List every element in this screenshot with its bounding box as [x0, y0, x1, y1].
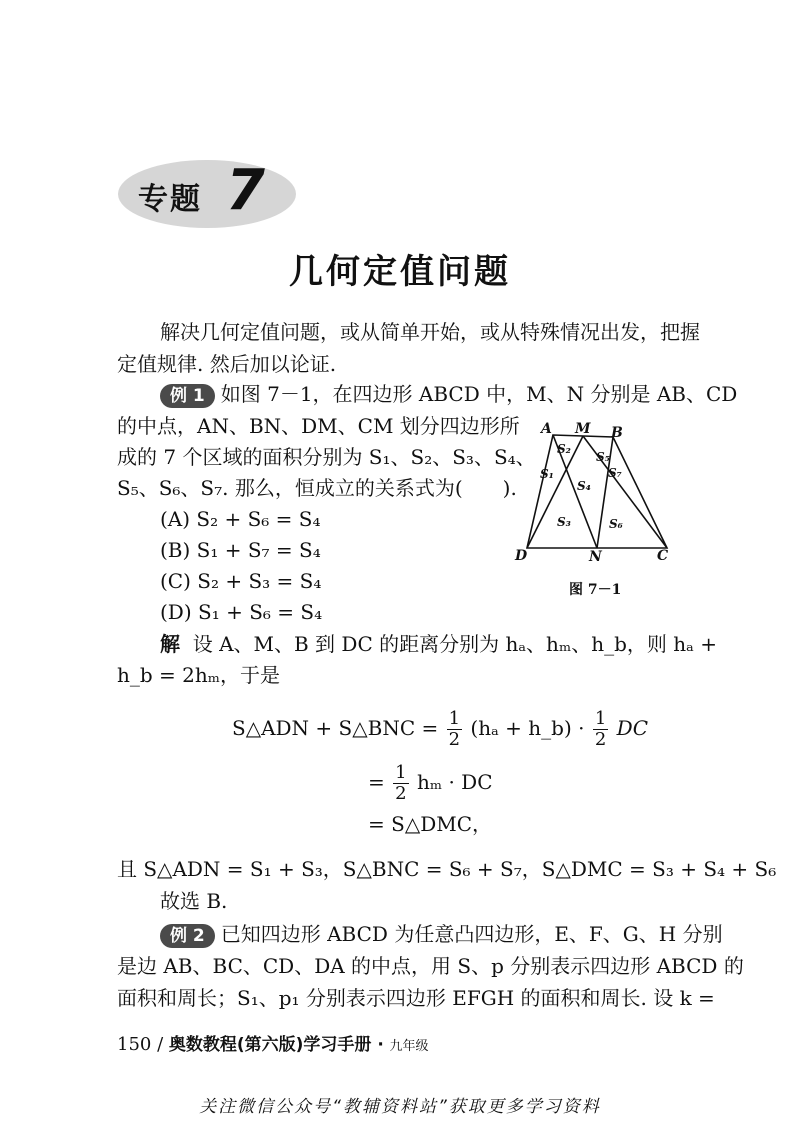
example1-line-1: 如图 7－1，在四边形 ABCD 中，M、N 分别是 AB、CD [220, 382, 738, 406]
solution-conclusion: 且 S△ADN = S₁ + S₃，S△BNC = S₆ + S₇，S△DMC = S₃ + S₄ + S₆ [117, 857, 777, 881]
equation-row-3: = S△DMC， [368, 812, 493, 836]
equation-row-2 [368, 763, 493, 804]
solution-answer: 故选 B. [160, 889, 228, 913]
example2-line-1: 已知四边形 ABCD 为任意凸四边形，E、F、G、H 分别 [220, 922, 723, 946]
fraction-half-3: $\frac{1}{2}$ [395, 762, 407, 804]
example1-line-2: 的中点，AN、BN、DM、CM 划分四边形所 [117, 414, 520, 438]
region-s3: S₃ [557, 515, 571, 529]
figure-caption: 图 7－1 [569, 582, 622, 598]
example2-line-2: 是边 AB、BC、CD、DA 的中点，用 S、p 分别表示四边形 ABCD 的 [117, 954, 744, 978]
book-title: 奥数教程(第六版)学习手册 · [168, 1035, 384, 1055]
example2-badge: 例 2 [160, 924, 215, 948]
eq1-lhs: S△ADN + S△BNC = [232, 716, 439, 740]
region-s1: S₁ [540, 467, 554, 481]
region-s4: S₄ [577, 479, 591, 493]
solution-label: 解 [160, 632, 180, 656]
example1-line-4: S₅、S₆、S₇. 那么，恒成立的关系式为( ). [117, 476, 517, 500]
option-c: (C) S₂ + S₃ = S₄ [160, 569, 322, 593]
option-a: (A) S₂ + S₆ = S₄ [160, 507, 321, 531]
vertex-m: M [575, 421, 591, 437]
intro-line-2: 定值规律. 然后加以论证. [117, 352, 337, 376]
solution-line-2: h_b = 2hₘ，于是 [117, 663, 281, 687]
eq1-rhs-a: (hₐ + h_b) · [470, 716, 585, 740]
page-number: 150 / [117, 1034, 164, 1055]
fraction-half-2: $\frac{1}{2}$ [594, 708, 607, 750]
grade-label: 九年级 [389, 1039, 429, 1054]
solution-first-line [160, 628, 717, 660]
page-footer [117, 1030, 429, 1055]
eq2-equals: = [368, 770, 385, 794]
vertex-n: N [589, 549, 602, 565]
region-s2: S₂ [557, 442, 571, 456]
page-title: 几何定值问题 [289, 252, 511, 292]
fraction-half-1: $\frac{1}{2}$ [448, 708, 461, 750]
example1-line-3: 成的 7 个区域的面积分别为 S₁、S₂、S₃、S₄、 [117, 445, 536, 469]
topic-number: 7 [226, 158, 265, 223]
figure-7-1 [505, 420, 685, 610]
intro-line-1: 解决几何定值问题，或从简单开始，或从特殊情况出发，把握 [160, 320, 700, 344]
option-b: (B) S₁ + S₇ = S₄ [160, 538, 321, 562]
vertex-d: D [515, 548, 528, 564]
region-s7: S₇ [608, 466, 622, 480]
bottom-watermark-note: 关注微信公众号“教辅资料站”获取更多学习资料 [199, 1097, 601, 1117]
eq1-rhs-b: DC [616, 716, 648, 740]
eq2-body: hₘ · DC [416, 770, 493, 794]
topic-label: 专题 [138, 182, 202, 217]
example2-line-3: 面积和周长；S₁、p₁ 分别表示四边形 EFGH 的面积和周长. 设 k = [117, 986, 715, 1010]
example1-first-line [160, 378, 737, 410]
vertex-c: C [657, 548, 669, 564]
vertex-b: B [611, 425, 623, 441]
region-s5: S₅ [596, 450, 610, 464]
option-d: (D) S₁ + S₆ = S₄ [160, 600, 323, 624]
example2-first-line [160, 918, 723, 950]
region-s6: S₆ [609, 517, 623, 531]
equation-row-1 [232, 709, 648, 750]
solution-line-1: 设 A、M、B 到 DC 的距离分别为 hₐ、hₘ、h_b，则 hₐ + [192, 632, 717, 656]
vertex-a: A [541, 421, 552, 437]
example1-badge: 例 1 [160, 384, 215, 408]
